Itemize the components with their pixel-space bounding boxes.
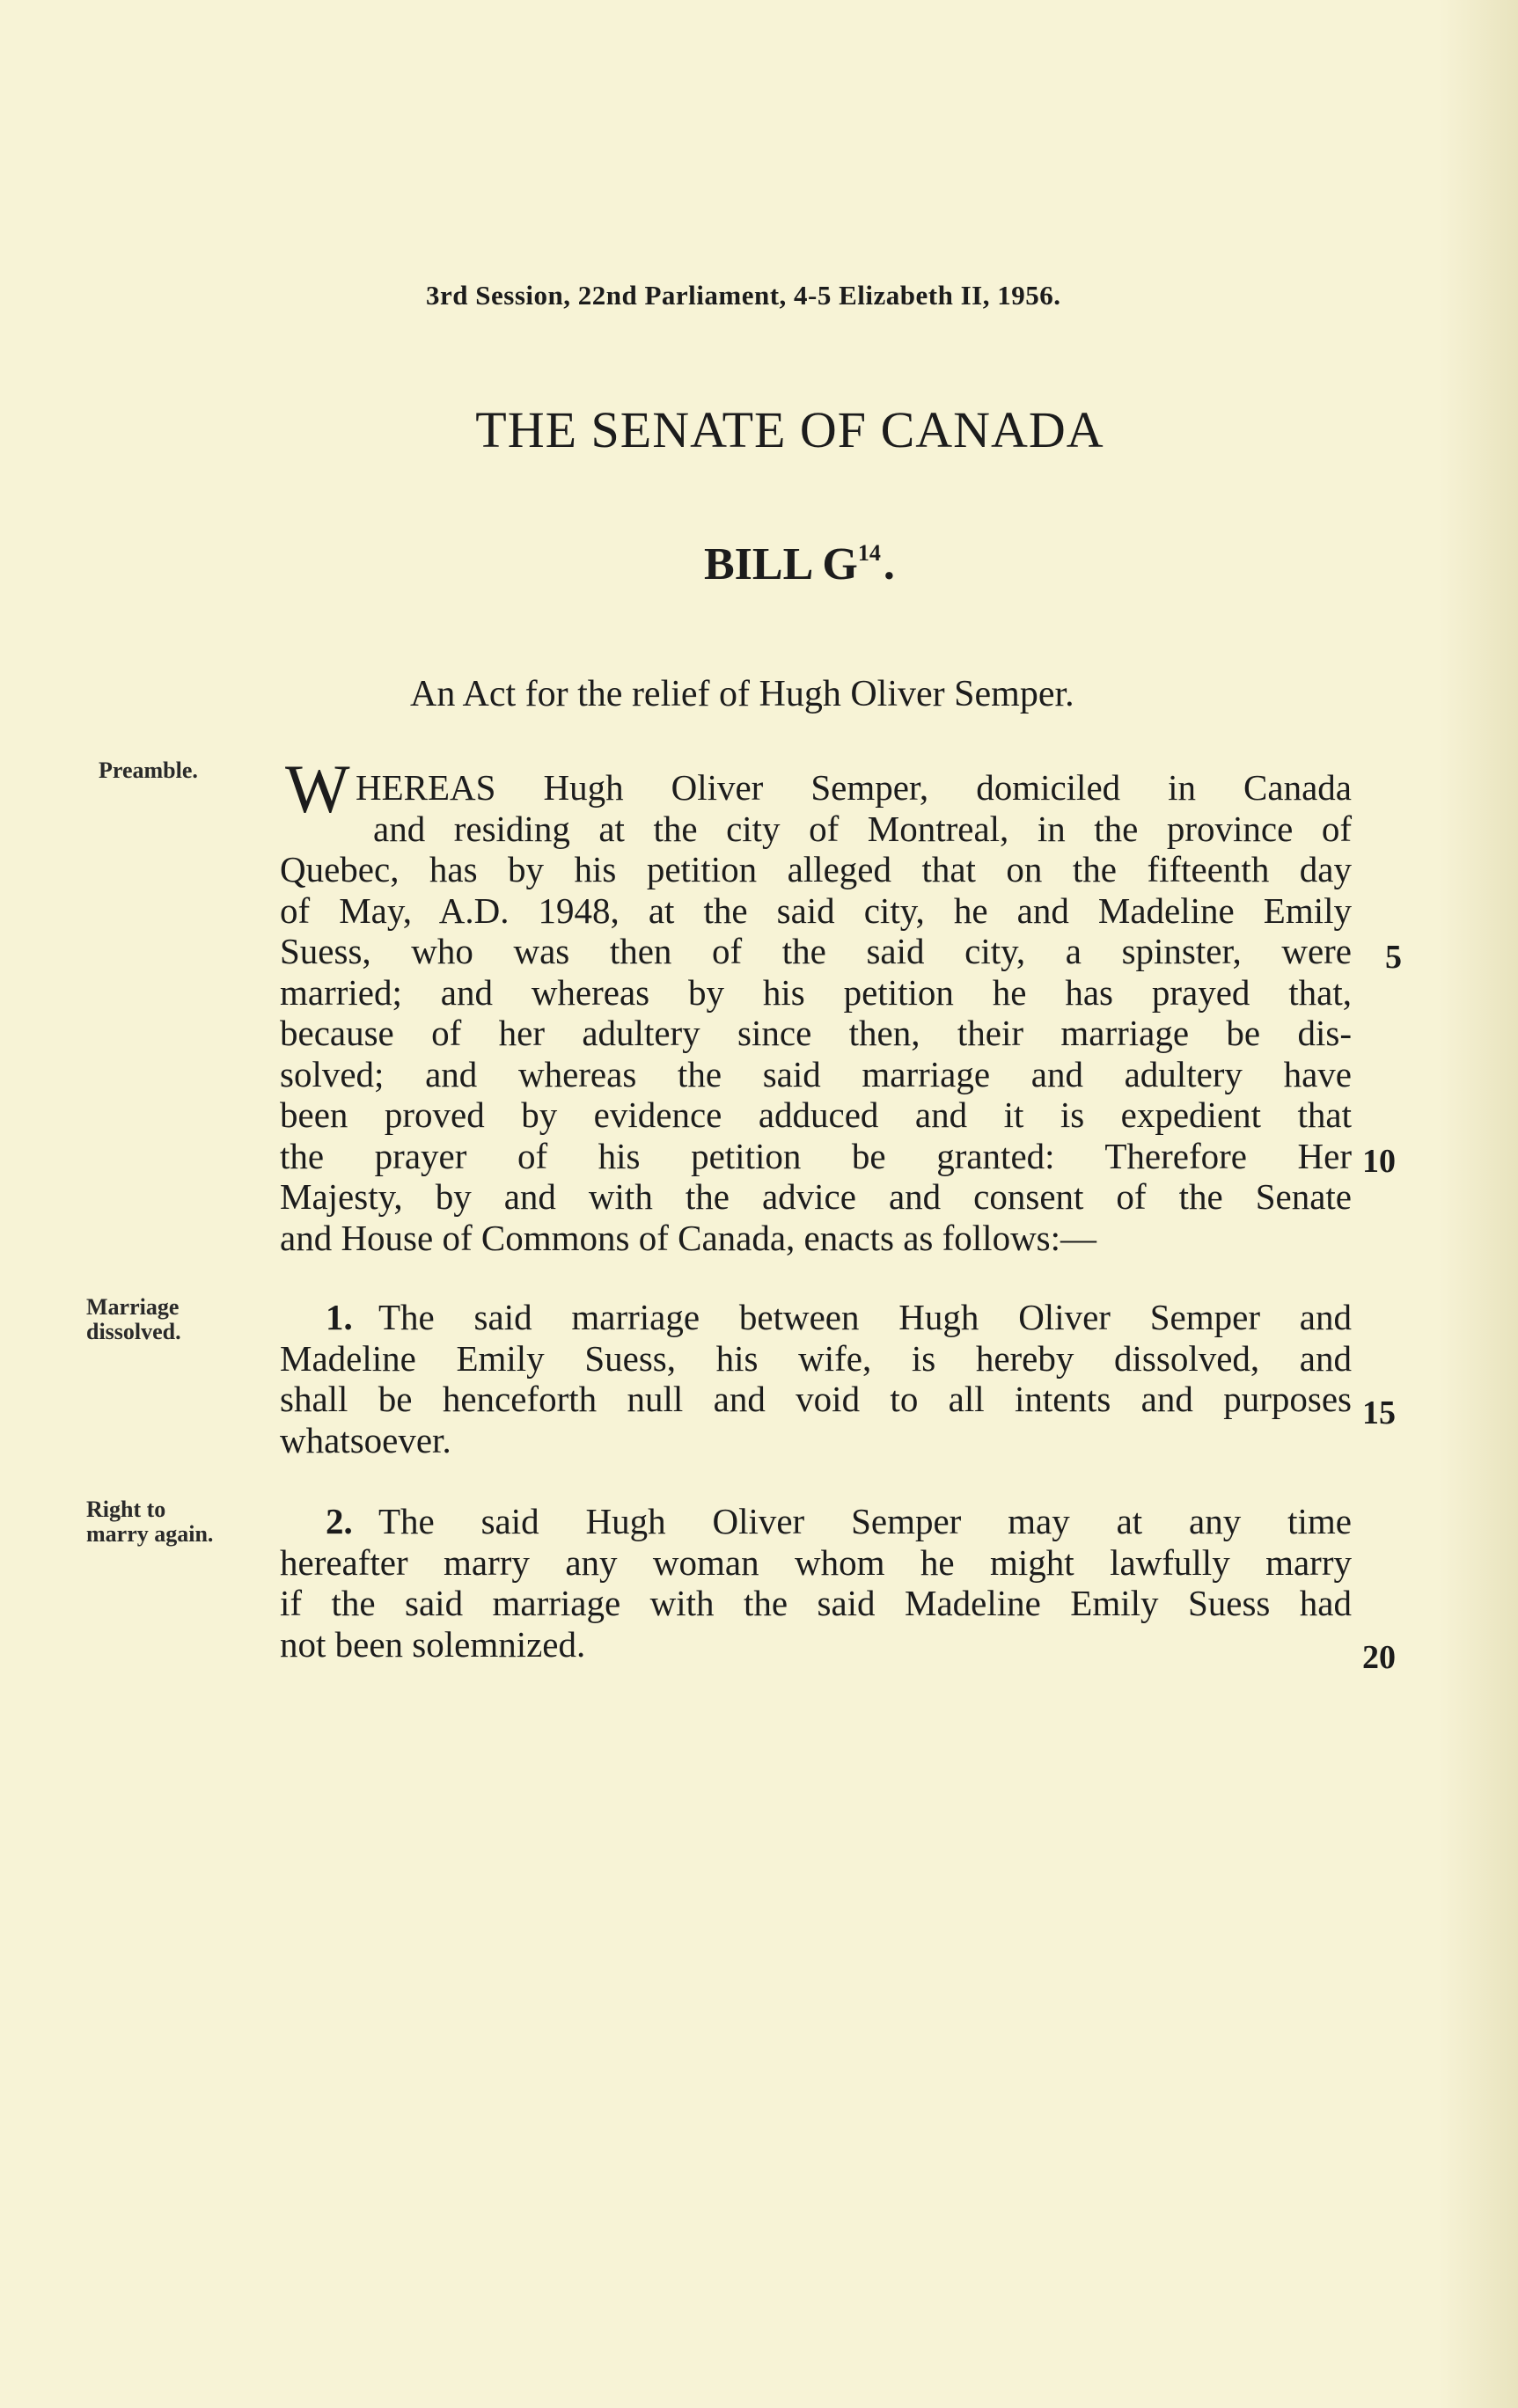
preamble-line: been proved by evidence adduced and it is expedient that	[280, 1094, 1352, 1135]
preamble-line: Suess, who was then of the said city, a spinster, were	[280, 931, 1352, 971]
preamble-line: married; and whereas by his petition he has prayed that,	[280, 971, 1352, 1013]
section-2-paragraph	[280, 1501, 1352, 1665]
preamble-line: HEREAS Hugh Oliver Semper, domiciled in Canada	[356, 767, 1352, 808]
bill-superscript: 14	[857, 540, 881, 566]
session-header: 3rd Session, 22nd Parliament, 4-5 Elizabeth II, 1956.	[426, 280, 1061, 311]
preamble-line: of May, A.D. 1948, at the said city, he and Madeline Emily	[280, 889, 1352, 931]
margin-note-preamble: Preamble.	[99, 758, 198, 783]
page-edge-shadow	[1439, 0, 1518, 2408]
section-2-line: The said Hugh Oliver Semper may at any time	[378, 1501, 1352, 1541]
line-number-15: 15	[1362, 1394, 1396, 1431]
preamble-line: solved; and whereas the said marriage and adultery have	[280, 1053, 1352, 1094]
preamble-paragraph	[280, 767, 1352, 1258]
section-1-first-line	[280, 1297, 1352, 1338]
preamble-line: Majesty, by and with the advice and consent of the Senate	[280, 1176, 1352, 1217]
preamble-line: because of her adultery since then, their marriage be dis-	[280, 1013, 1352, 1053]
preamble-line: and House of Commons of Canada, enacts as follows:—	[280, 1217, 1097, 1258]
preamble-line: Quebec, has by his petition alleged that on the fifteenth day	[280, 849, 1352, 889]
section-2-number: 2.	[326, 1501, 353, 1541]
section-1-number: 1.	[326, 1297, 353, 1337]
section-2-first-line	[280, 1501, 1352, 1542]
line-number-10: 10	[1362, 1143, 1396, 1180]
section-2-line: not been solemnized.	[280, 1623, 586, 1665]
section-2-line: if the said marriage with the said Madeline Emily Suess had	[280, 1583, 1352, 1623]
line-number-20: 20	[1362, 1639, 1396, 1676]
section-1-paragraph	[280, 1297, 1352, 1460]
bill-number: BILL $G^{14}$.	[704, 539, 895, 589]
section-1-line: Madeline Emily Suess, his wife, is hereby dissolved, and	[280, 1337, 1352, 1379]
dropcap-letter: W	[285, 750, 350, 827]
section-2-line: hereafter marry any woman whom he might lawfully marry	[280, 1541, 1352, 1583]
section-1-line: whatsoever.	[280, 1419, 451, 1460]
margin-note-marriage-dissolved: Marriage dissolved.	[86, 1294, 181, 1344]
preamble-line: and residing at the city of Montreal, in the province of	[373, 808, 1352, 849]
preamble-line: the prayer of his petition be granted: Therefore Her	[280, 1135, 1352, 1176]
act-title: An Act for the relief of Hugh Oliver Semper.	[410, 674, 1074, 714]
section-1-line: shall be henceforth null and void to all intents and purposes	[280, 1379, 1352, 1419]
section-1-line: The said marriage between Hugh Oliver Semper and	[378, 1297, 1352, 1337]
margin-note-right-to-marry: Right to marry again.	[86, 1497, 214, 1547]
line-number-5: 5	[1385, 939, 1402, 976]
senate-title: THE SENATE OF CANADA	[475, 401, 1104, 458]
